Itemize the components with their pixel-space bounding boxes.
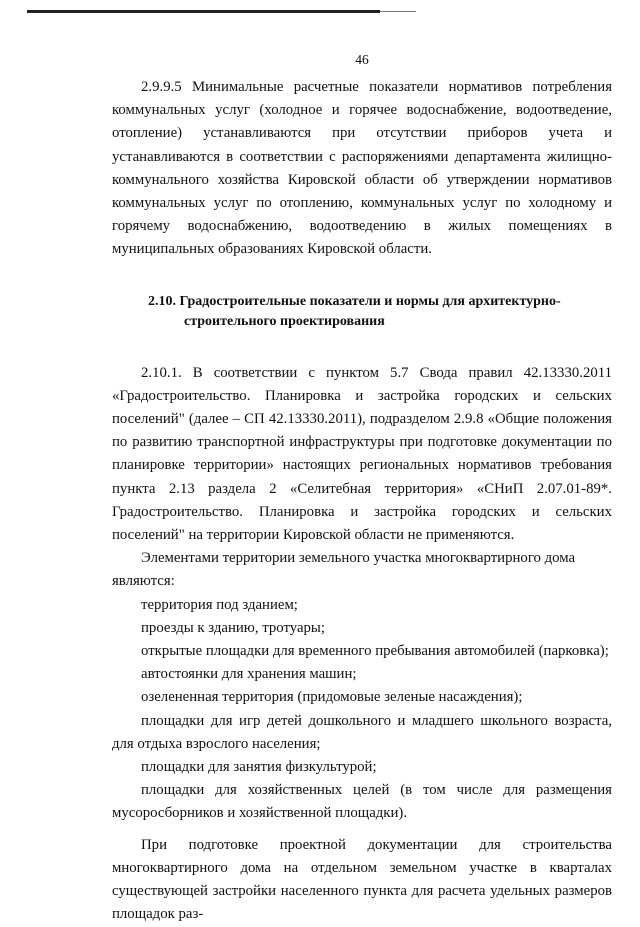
section-heading-line-1: 2.10. Градостроительные показатели и нормы для архитектурно- — [148, 293, 561, 309]
paragraph-2-10-1: 2.10.1. В соответствии с пунктом 5.7 Свода правил 42.13330.2011 «Градостроительство. Планировка и застройка городских и сельских поселений" (далее – СП 42.13330.2011), подразделом 2.9.8 «Общие положения по развитию транспортной инфраструктуры при подготовке документации по планировке территории» настоящих региональных нормативов требования пункта 2.13 раздела 2 «Селитебная территория» «СНиП 2.07.01-89*. Градостроительство. Планировка и застройка городских и сельских поселений" на территории Кировской области не применяются. — [112, 364, 612, 544]
list-item: проезды к зданию, тротуары; — [141, 619, 325, 636]
list-intro: Элементами территории земельного участка многоквартирного дома являются: — [112, 550, 576, 590]
list-item: автостоянки для хранения машин; — [141, 666, 357, 683]
list-item: озелененная территория (придомовые зеленые насаждения); — [141, 689, 523, 706]
page-number: 46 — [355, 52, 369, 67]
list-item: площадки для игр детей дошкольного и младшего школьного возраста, для отдыха взрослого населения; — [112, 712, 612, 752]
section-heading-2-10 — [112, 292, 612, 332]
list-item: площадки для занятия физкультурой; — [141, 759, 377, 776]
paragraph-final: При подготовке проектной документации для строительства многоквартирного дома на отдельном земельном участке в кварталах существующей застройки населенного пункта для расчета удельных размеров площадок раз- — [112, 836, 612, 923]
paragraph-2-9-9-5: 2.9.9.5 Минимальные расчетные показатели нормативов потребления коммунальных услуг (холодное и горячее водоснабжение, водоотведение, отопление) устанавливаются при отсутствии приборов учета и устанавливаются в соответствии с распоряжениями департамента жилищно-коммунального хозяйства Кировской области об утверждении нормативов коммунальных услуг по отоплению, коммунальных услуг по холодному и горячему водоснабжению, водоотведению в жилых помещениях в муниципальных образованиях Кировской области. — [112, 79, 612, 258]
section-heading-line-2: строительного проектирования — [184, 313, 385, 329]
top-rule-tail — [380, 11, 416, 12]
list-item: открытые площадки для временного пребывания автомобилей (парковка); — [141, 643, 609, 660]
spacer — [112, 826, 612, 834]
list-item: территория под зданием; — [141, 596, 298, 613]
top-rule — [27, 10, 380, 13]
list-item: площадки для хозяйственных целей (в том числе для размещения мусоросборников и хозяйственной площадки). — [112, 782, 612, 822]
document-page — [112, 52, 612, 927]
